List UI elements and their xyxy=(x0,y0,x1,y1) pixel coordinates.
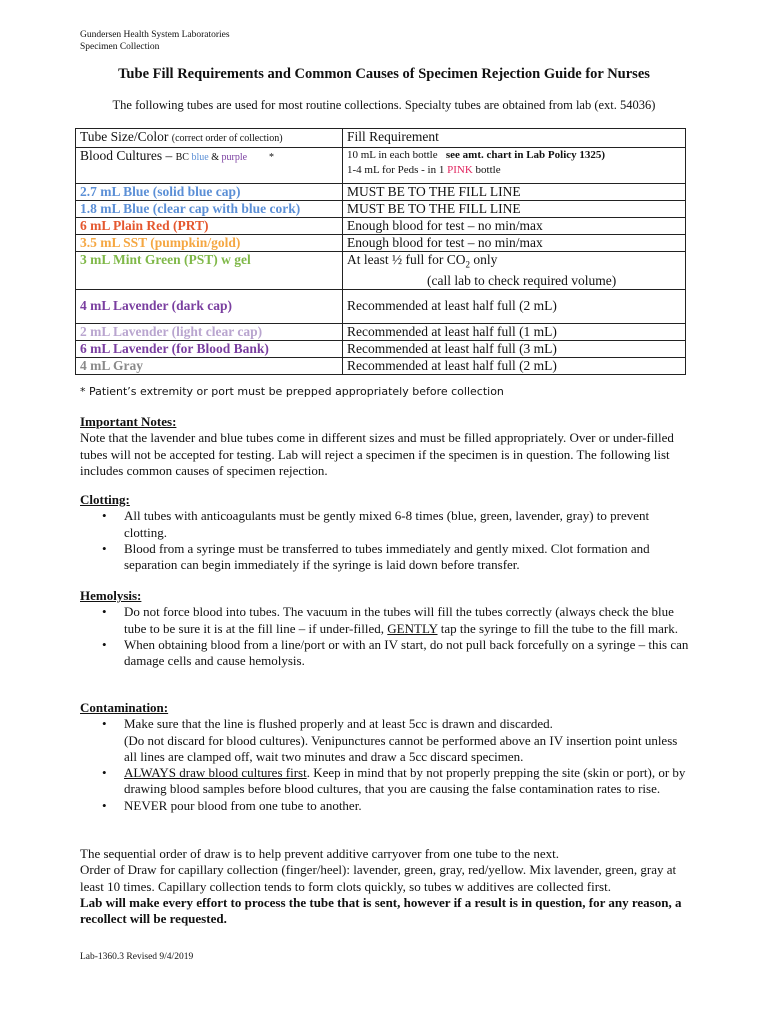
co2-req-line xyxy=(347,252,681,273)
page-title: Tube Fill Requirements and Common Causes of Specimen Rejection Guide for Nurses xyxy=(118,66,650,82)
bc-label: Blood Cultures – xyxy=(80,148,176,163)
list-item-text: . Keep in mind that by not properly prepping the site (skin or port), or by drawing blood samples before blood cultures, that you are causing the false contamination rates to rise. xyxy=(124,765,686,797)
tube-cell: 3 mL Mint Green (PST) w gel xyxy=(76,252,343,290)
req-cell: Recommended at least half full (3 mL) xyxy=(343,340,686,357)
header-cell-fill xyxy=(343,129,686,148)
emphasis-text: GENTLY xyxy=(387,620,438,636)
org-name: Gundersen Health System Laboratories xyxy=(80,30,230,40)
list-item xyxy=(80,765,690,798)
emphasis-text: ALWAYS draw blood cultures first xyxy=(124,765,307,781)
table-row xyxy=(76,340,686,357)
table-row xyxy=(76,252,686,290)
bullet-icon: • xyxy=(102,636,107,652)
bc-prefix: BC xyxy=(175,152,192,163)
hemolysis-heading: Hemolysis: xyxy=(80,588,142,603)
list-item xyxy=(80,541,690,574)
list-item xyxy=(80,604,690,637)
list-item-text: Do not force blood into tubes. The vacuum in the tubes will fill the tubes correctly (always check the blue tube to be sure it is at the fill line – if under-filled, xyxy=(124,604,674,636)
co2-req-text: At least ½ full for CO xyxy=(347,252,466,267)
bc-req-line1 xyxy=(347,148,681,163)
bc-amp: & xyxy=(208,152,222,163)
clotting-list xyxy=(80,508,690,573)
bullet-icon: • xyxy=(102,716,107,732)
bc-req-pink: PINK xyxy=(447,164,473,176)
contamination-list xyxy=(80,716,690,814)
list-item xyxy=(80,716,690,765)
table-row xyxy=(76,218,686,235)
header xyxy=(80,29,230,53)
list-item-text: All tubes with anticoagulants must be gently mixed 6-8 times (blue, green, lavender, gray) to prevent clotting. xyxy=(124,508,650,540)
contamination-heading: Contamination: xyxy=(80,700,169,715)
req-cell: Enough blood for test – no min/max xyxy=(343,235,686,252)
tube-cell: 3.5 mL SST (pumpkin/gold) xyxy=(76,235,343,252)
req-cell: MUST BE TO THE FILL LINE xyxy=(343,201,686,218)
table-footnote: * Patient’s extremity or port must be prepped appropriately before collection xyxy=(80,385,504,398)
bc-purple: purple xyxy=(221,152,248,163)
bullet-icon: • xyxy=(102,540,107,556)
bc-req-bold: see amt. chart in Lab Policy 1325) xyxy=(445,149,606,161)
closing-text: Lab will make every effort to process the tube that is sent, however if a result is in question, for any reason, a recollect will be requested. xyxy=(80,894,682,927)
col1-header-note: (correct order of collection) xyxy=(171,133,283,144)
bc-blue: blue xyxy=(191,152,209,163)
table-row xyxy=(76,289,686,323)
col1-header: Tube Size/Color xyxy=(80,129,169,144)
list-item-text: (Do not discard for blood cultures). Venipunctures cannot be performed above an IV insertion point unless all lines are clamped off, wait two minutes and draw a 5cc discard specimen. xyxy=(124,732,678,764)
table-row xyxy=(76,357,686,374)
tube-cell: 6 mL Plain Red (PRT) xyxy=(76,218,343,235)
order-of-draw xyxy=(80,846,690,927)
tube-cell: 2 mL Lavender (light clear cap) xyxy=(76,323,343,340)
bc-req-peds: 1-4 mL for Peds - in 1 xyxy=(347,164,448,176)
contamination-section xyxy=(80,700,690,814)
list-item xyxy=(80,637,690,670)
col2-header: Fill Requirement xyxy=(347,129,439,144)
req-cell: Recommended at least half full (2 mL) xyxy=(343,357,686,374)
list-item-text: Blood from a syringe must be transferred to tubes immediately and gently mixed. Clot formation and separation can begin immediately if the syringe is laid down before transfer. xyxy=(124,540,650,573)
list-item-text: NEVER pour blood from one tube to another. xyxy=(124,797,362,813)
table-row-blood-cultures xyxy=(76,148,686,184)
table-row xyxy=(76,323,686,340)
capillary-text: Order of Draw for capillary collection (finger/heel): lavender, green, gray, red/yellow. Mix lavender, green, gray at least 10 times. Capillary collection tends to form clots quickly, so tubes w additives are collected first. xyxy=(80,862,677,894)
table-row xyxy=(76,201,686,218)
co2-req-note: (call lab to check required volume) xyxy=(427,272,617,288)
footer-revision: Lab-1360.3 Revised 9/4/2019 xyxy=(80,952,194,962)
notes-heading: Important Notes: xyxy=(80,414,177,429)
bc-req-line2 xyxy=(347,163,681,178)
req-cell: Enough blood for test – no min/max xyxy=(343,218,686,235)
tube-cell: 1.8 mL Blue (clear cap with blue cork) xyxy=(76,201,343,218)
clotting-heading: Clotting: xyxy=(80,492,130,507)
tube-cell: 4 mL Lavender (dark cap) xyxy=(76,289,343,323)
bc-req-end: bottle xyxy=(472,164,501,176)
bullet-icon: • xyxy=(102,765,107,781)
tube-cell: 6 mL Lavender (for Blood Bank) xyxy=(76,340,343,357)
bullet-icon: • xyxy=(102,508,107,524)
table-row xyxy=(76,235,686,252)
tube-cell: 2.7 mL Blue (solid blue cap) xyxy=(76,184,343,201)
req-cell: Recommended at least half full (1 mL) xyxy=(343,323,686,340)
table-row xyxy=(76,184,686,201)
intro-text: The following tubes are used for most routine collections. Specialty tubes are obtained from lab (ext. 54036) xyxy=(112,98,656,112)
table-header-row xyxy=(76,129,686,148)
tube-cell: 4 mL Gray xyxy=(76,357,343,374)
co2-req-end: only xyxy=(469,252,498,267)
list-item xyxy=(80,798,690,814)
hemolysis-list xyxy=(80,604,690,669)
bullet-icon: • xyxy=(102,604,107,620)
clotting-section xyxy=(80,492,690,573)
bc-star: * xyxy=(269,152,275,163)
list-item-text: When obtaining blood from a line/port or with an IV start, do not pull back forcefully on a syringe – this can damage cells and cause hemolysis. xyxy=(124,636,689,669)
hemolysis-section xyxy=(80,588,690,669)
list-item-text: Make sure that the line is flushed properly and at least 5cc is drawn and discarded. xyxy=(124,716,553,732)
req-cell: Recommended at least half full (2 mL) xyxy=(343,289,686,323)
bullet-icon: • xyxy=(102,797,107,813)
req-cell: MUST BE TO THE FILL LINE xyxy=(343,184,686,201)
tube-cell xyxy=(76,148,343,184)
important-notes xyxy=(80,414,690,479)
dept-name: Specimen Collection xyxy=(80,42,160,52)
header-cell-tube xyxy=(76,129,343,148)
tube-table xyxy=(75,128,686,375)
req-cell xyxy=(343,148,686,184)
notes-text: Note that the lavender and blue tubes come in different sizes and must be filled appropriately. Over or under-filled tubes will not be accepted for testing. Lab will reject a specimen if the specimen is in question. The following list includes common causes of specimen rejection. xyxy=(80,430,674,478)
bc-req-text: 10 mL in each bottle xyxy=(347,149,438,161)
list-item xyxy=(80,508,690,541)
sequential-text: The sequential order of draw is to help prevent additive carryover from one tube to the next. xyxy=(80,846,560,861)
list-item-text: tap the syringe to fill the tube to the fill mark. xyxy=(437,620,678,636)
co2-sub: 2 xyxy=(465,259,470,270)
req-cell xyxy=(343,252,686,290)
